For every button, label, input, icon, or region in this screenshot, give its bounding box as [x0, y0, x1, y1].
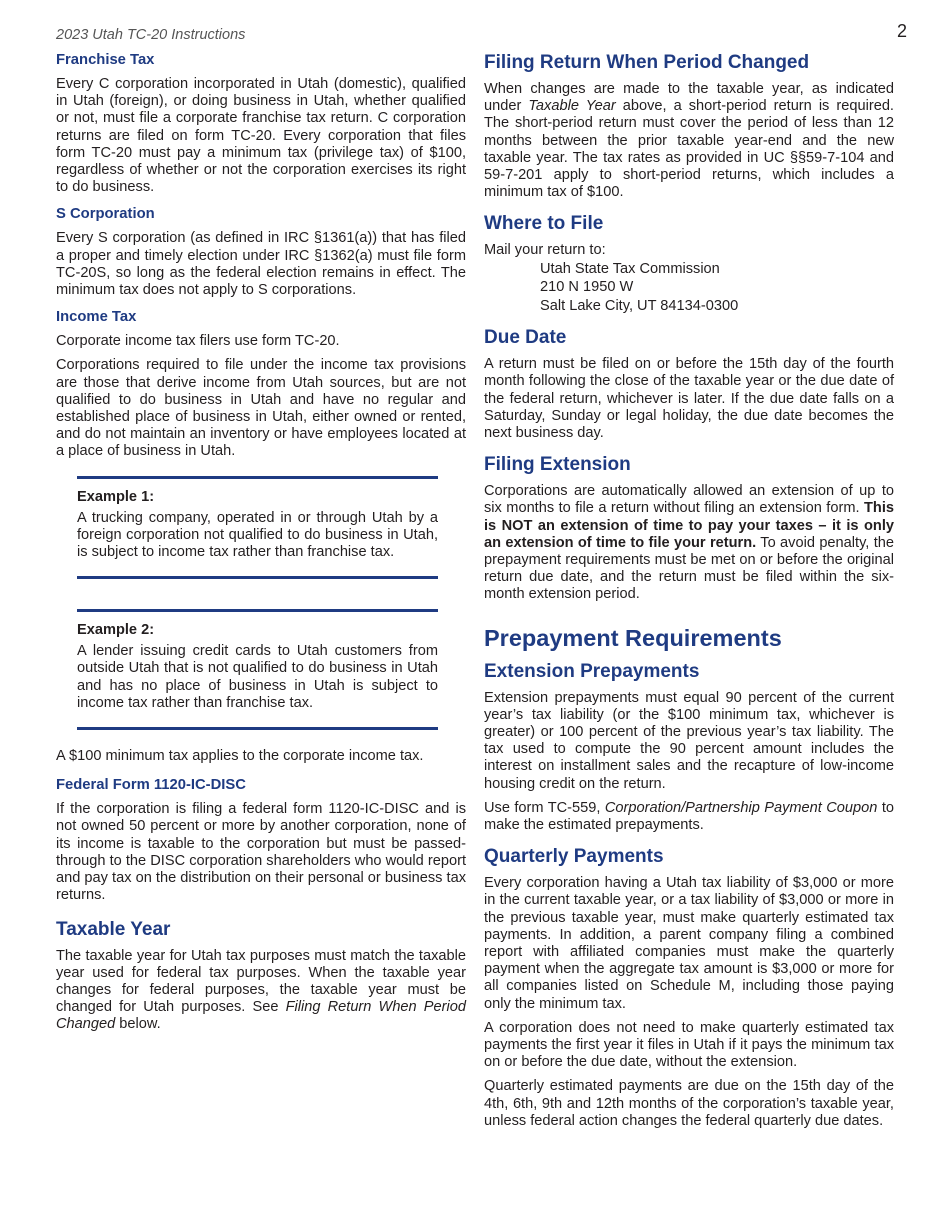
prepayment-heading: Prepayment Requirements [484, 624, 782, 651]
minimum-tax-note: A $100 minimum tax applies to the corporate income tax. [56, 748, 424, 765]
address-line: Utah State Tax Commission [540, 260, 720, 277]
quarterly-payments-heading: Quarterly Payments [484, 846, 664, 868]
address-line: Salt Lake City, UT 84134-0300 [540, 297, 739, 314]
example-2-title: Example 2: [77, 622, 155, 639]
example-2-text: A lender issuing credit cards to Utah customers from outside Utah that is not qualified to do business in Utah and has no place of business in Utah is subject to income tax rather than franchise tax. [77, 643, 438, 711]
left-column [56, 50, 466, 1042]
extension-prepayments-heading: Extension Prepayments [484, 660, 700, 682]
example-1-box [77, 476, 438, 580]
income-tax-text-1: Corporate income tax filers use form TC-20. [56, 333, 340, 350]
right-column [484, 50, 894, 1138]
due-date-section [484, 325, 894, 442]
franchise-tax-heading: Franchise Tax [56, 52, 155, 68]
where-to-file-section [484, 211, 894, 315]
due-date-text: A return must be filed on or before the 15th day of the fourth month following the close of the taxable year or the due date of the federal return, whichever is later. If the due date falls on a Saturday, Sunday or legal holiday, the due date becomes the next business day. [484, 356, 894, 441]
extension-prepayments-text-1: Extension prepayments must equal 90 percent of the current year’s tax liability (or the $100 minimum tax, whichever is greater) or 100 percent of the previous year’s tax liability. The tax used to compute the 90 percent amount includes the interest on installment sales and the recapture of low-income housing credit on the return. [484, 689, 894, 792]
filing-extension-text: Corporations are automatically allowed an extension of up to six months to file a return without filing an extension form. This is NOT an extension of time to pay your taxes – it is only an extension of time to file your return. To avoid penalty, the prepayment requirements must be met on or before the original return due date, and the return must be filed within the six-month extension period. [484, 483, 894, 603]
quarterly-payments-section [484, 844, 894, 1130]
extension-prepayments-text-2: Use form TC-559, Corporation/Partnership Payment Coupon to make the estimated prepayments. [484, 799, 894, 833]
s-corporation-text: Every S corporation (as defined in IRC §1361(a)) that has filed a proper and timely election under IRC §1362(a) must file form TC-20S, so long as the federal election remains in effect. The minimum tax does not apply to S corporations. [56, 230, 466, 299]
page-number: 2 [897, 21, 908, 41]
quarterly-payments-text-3: Quarterly estimated payments are due on the 15th day of the 4th, 6th, 9th and 12th months of the corporation’s taxable year, unless federal action changes the federal quarterly due dates. [484, 1078, 894, 1129]
extension-warning: This is NOT an extension of time to pay your taxes – it is only an extension of time to file your return. [484, 500, 894, 551]
due-date-heading: Due Date [484, 327, 567, 349]
filing-return-reference: Filing Return When Period Changed [56, 999, 466, 1033]
example-2-box [77, 609, 438, 730]
quarterly-payments-text-2: A corporation does not need to make quarterly estimated tax payments the first year it files in Utah if it pays the minimum tax on or before the due date, without the extension. [484, 1019, 894, 1071]
disc-heading: Federal Form 1120-IC-DISC [56, 777, 246, 794]
example-1-title: Example 1: [77, 488, 155, 505]
franchise-tax-text: Every C corporation incorporated in Utah (domestic), qualified in Utah (foreign), or doing business in Utah, whether qualified or not, must file a corporate franchise tax return. C corporation returns are filed on form TC-20. Every corporation that files form TC-20 must pay a minimum tax (privilege tax) of $100, regardless of whether or not the corporation exercises its right to do business. [56, 76, 466, 196]
period-changed-section [484, 50, 894, 201]
disc-section [56, 775, 466, 904]
prepayment-section [484, 622, 894, 835]
taxable-year-reference: Taxable Year [528, 98, 616, 115]
disc-text: If the corporation is filing a federal form 1120-IC-DISC and is not owned 50 percent or more by another corporation, none of its income is taxable to the corporation but must be passed-through to the DISC corporation shareholders who would report and pay tax on the distribution on their personal or business tax returns. [56, 801, 466, 904]
filing-extension-heading: Filing Extension [484, 454, 631, 476]
period-changed-text: When changes are made to the taxable year, as indicated under Taxable Year above, a short-period return is required. The short-period return must cover the period of less than 12 months between the prior taxable year-end and the new taxable year. The tax rates as provided in UC §§59-7-104 and 59-7-201 apply to short-period returns, which includes a minimum tax of $100. [484, 81, 894, 201]
taxable-year-section [56, 917, 466, 1034]
mailing-address [540, 260, 894, 316]
where-to-file-heading: Where to File [484, 213, 604, 235]
address-line: 210 N 1950 W [540, 279, 634, 296]
s-corporation-section [56, 204, 466, 299]
taxable-year-text: The taxable year for Utah tax purposes must match the taxable year used for federal tax purposes. When the taxable year changes for federal purposes, the taxable year must be changed for Utah purposes. See Filing Return When Period Changed below. [56, 947, 466, 1033]
period-changed-heading: Filing Return When Period Changed [484, 52, 810, 73]
income-tax-heading: Income Tax [56, 309, 137, 326]
s-corporation-heading: S Corporation [56, 206, 155, 223]
filing-extension-section [484, 452, 894, 603]
where-to-file-intro: Mail your return to: [484, 242, 606, 259]
payment-coupon-reference: Corporation/Partnership Payment Coupon [604, 799, 878, 816]
income-tax-text-2: Corporations required to file under the income tax provisions are those that derive income from Utah sources, but are not qualified to do business in Utah and have no regular and established place of business in Utah, either owned or rented, and do not maintain an inventory or have employees located at a place of business in Utah. [56, 357, 466, 460]
quarterly-payments-text-1: Every corporation having a Utah tax liability of $3,000 or more in the current taxable year, or a tax liability of $3,000 or more in the previous taxable year, must make quarterly estimated tax payments. In addition, a parent company filing a combined report with affiliated companies must make the quarterly payment when the aggregate tax amount is $3,000 or more for all companies listed on Schedule M, including those paying only the minimum tax. [484, 875, 894, 1012]
document-header-title: 2023 Utah TC-20 Instructions [56, 27, 246, 43]
income-tax-section [56, 307, 466, 460]
taxable-year-heading: Taxable Year [56, 918, 171, 940]
franchise-tax-section [56, 50, 466, 196]
example-1-text: A trucking company, operated in or through Utah by a foreign corporation not qualified to do business in Utah, is subject to income tax rather than franchise tax. [77, 509, 438, 561]
